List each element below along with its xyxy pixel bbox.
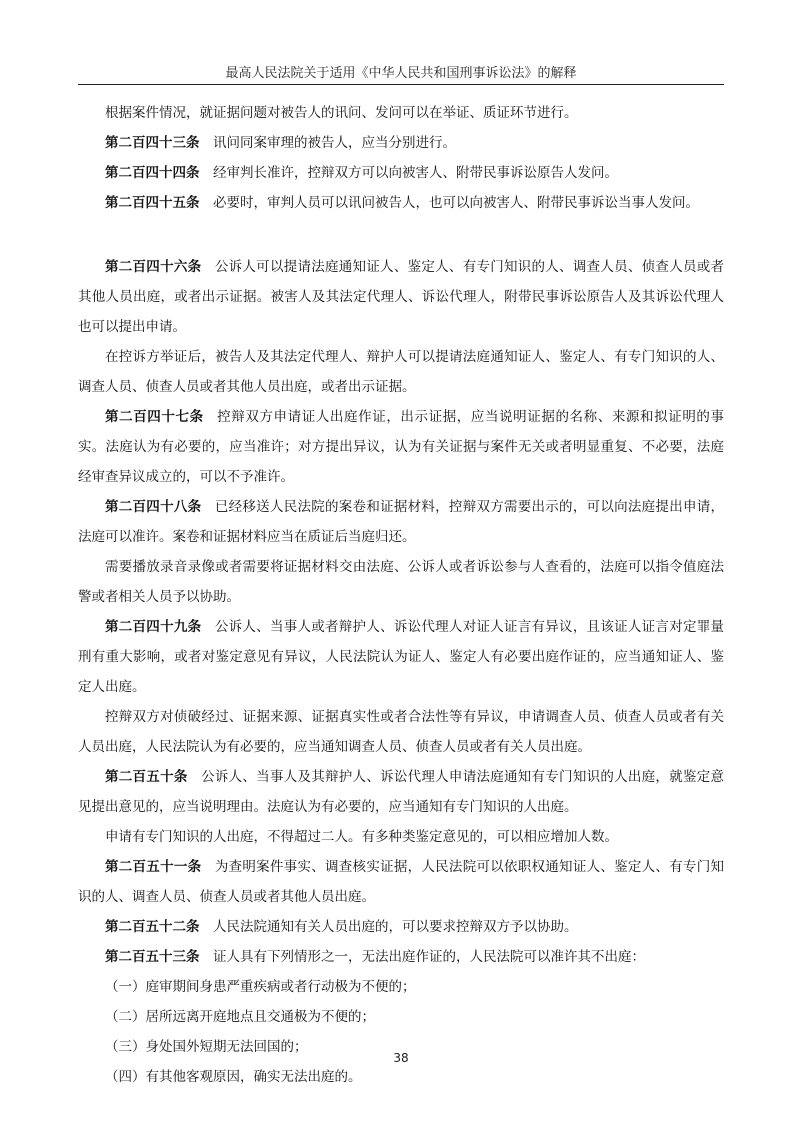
list-item [78,1062,724,1092]
article-number: 第二百四十三条 [105,135,200,151]
article-number: 第二百四十八条 [105,499,202,515]
article-number: 第二百五十一条 [105,859,202,875]
page-header: 最高人民法院关于适用《中华人民共和国刑事诉讼法》的解释 [225,66,577,81]
article-number: 第二百五十二条 [105,919,200,935]
paragraph-text: 已经移送人民法院的案卷和证据材料，控辩双方需要出示的，可以向法庭提出申请，法庭可以准许。案卷和证据材料应当在质证后当庭归还。 [78,499,725,545]
paragraph-text: 公诉人可以提请法庭通知证人、鉴定人、有专门知识的人、调查人员、侦查人员或者其他人员出庭，或者出示证据。被害人及其法定代理人、诉讼代理人，附带民事诉讼原告人及其诉讼代理人也可以提出申请。 [78,259,725,335]
article-249 [78,612,724,702]
paragraph-text: 在控诉方举证后，被告人及其法定代理人、辩护人可以提请法庭通知证人、鉴定人、有专门知识的人、调查人员、侦查人员或者其他人员出庭，或者出示证据。 [78,349,724,395]
paragraph-text: （四）有其他客观原因，确实无法出庭的。 [105,1069,362,1085]
article-247 [78,402,724,492]
paragraph-text: 控辩双方申请证人出庭作证，出示证据，应当说明证据的名称、来源和拟证明的事实。法庭认为有必要的，应当准许；对方提出异议，认为有关证据与案件无关或者明显重复、不必要，法庭经审查异议成立的，可以不予准许。 [78,409,725,485]
article-number: 第二百五十三条 [105,949,200,965]
paragraph-text: 人民法院通知有关人员出庭的，可以要求控辩双方予以协助。 [213,919,578,935]
article-number: 第二百四十九条 [105,619,202,635]
paragraph-text: （二）居所远离开庭地点且交通极为不便的； [105,1009,375,1025]
article-number: 第二百四十六条 [105,259,202,275]
paragraph-text: （三）身处国外短期无法回国的； [105,1039,308,1055]
article-number: 第二百四十五条 [105,195,200,211]
paragraph-text: 为查明案件事实、调查核实证据，人民法院可以依职权通知证人、鉴定人、有专门知识的人、调查人员、侦查人员或者其他人员出庭。 [78,859,725,905]
paragraph-text: 必要时，审判人员可以讯问被告人，也可以向被害人、附带民事诉讼当事人发问。 [213,195,699,211]
paragraph-text: 公诉人、当事人及其辩护人、诉讼代理人申请法庭通知有专门知识的人出庭，就鉴定意见提出意见的，应当说明理由。法庭认为有必要的，应当通知有专门知识的人出庭。 [78,769,725,815]
article-number: 第二百四十四条 [105,165,200,181]
article-252 [78,912,724,942]
paragraph-text: 公诉人、当事人或者辩护人、诉讼代理人对证人证言有异议，且该证人证言对定罪量刑有重大影响，或者对鉴定意见有异议，人民法院认为证人、鉴定人有必要出庭作证的，应当通知证人、鉴定人出庭。 [78,619,725,695]
article-245 [78,188,724,218]
article-248 [78,492,724,552]
paragraph [78,702,724,762]
header-rule [78,84,724,85]
article-253 [78,942,724,972]
paragraph [78,552,724,612]
article-number: 第二百五十条 [105,769,188,785]
article-250 [78,762,724,822]
page-number: 38 [393,1051,409,1065]
paragraph-text: 控辩双方对侦破经过、证据来源、证据真实性或者合法性等有异议，申请调查人员、侦查人员或者有关人员出庭，人民法院认为有必要的，应当通知调查人员、侦查人员或者有关人员出庭。 [78,709,724,755]
article-244 [78,158,724,188]
paragraph-text: 根据案件情况，就证据问题对被告人的讯问、发问可以在举证、质证环节进行。 [105,105,578,121]
article-243 [78,128,724,158]
article-251 [78,852,724,912]
paragraph [78,822,724,852]
document-body [78,98,724,1092]
paragraph-text: 讯问同案审理的被告人，应当分别进行。 [213,135,456,151]
paragraph-text: 申请有专门知识的人出庭，不得超过二人。有多种类鉴定意见的，可以相应增加人数。 [105,829,618,845]
paragraph [78,342,724,402]
paragraph-text: 证人具有下列情形之一，无法出庭作证的，人民法院可以准许其不出庭： [213,949,645,965]
list-item [78,972,724,1002]
paragraph-text: （一）庭审期间身患严重疾病或者行动极为不便的； [105,979,416,995]
paragraph-text: 经审判长准许，控辩双方可以向被害人、附带民事诉讼原告人发问。 [213,165,618,181]
paragraph-text: 需要播放录音录像或者需要将证据材料交由法庭、公诉人或者诉讼参与人查看的，法庭可以指令值庭法警或者相关人员予以协助。 [78,559,724,605]
article-number: 第二百四十七条 [105,409,204,425]
list-item [78,1002,724,1032]
paragraph [78,98,724,128]
article-246 [78,252,724,342]
